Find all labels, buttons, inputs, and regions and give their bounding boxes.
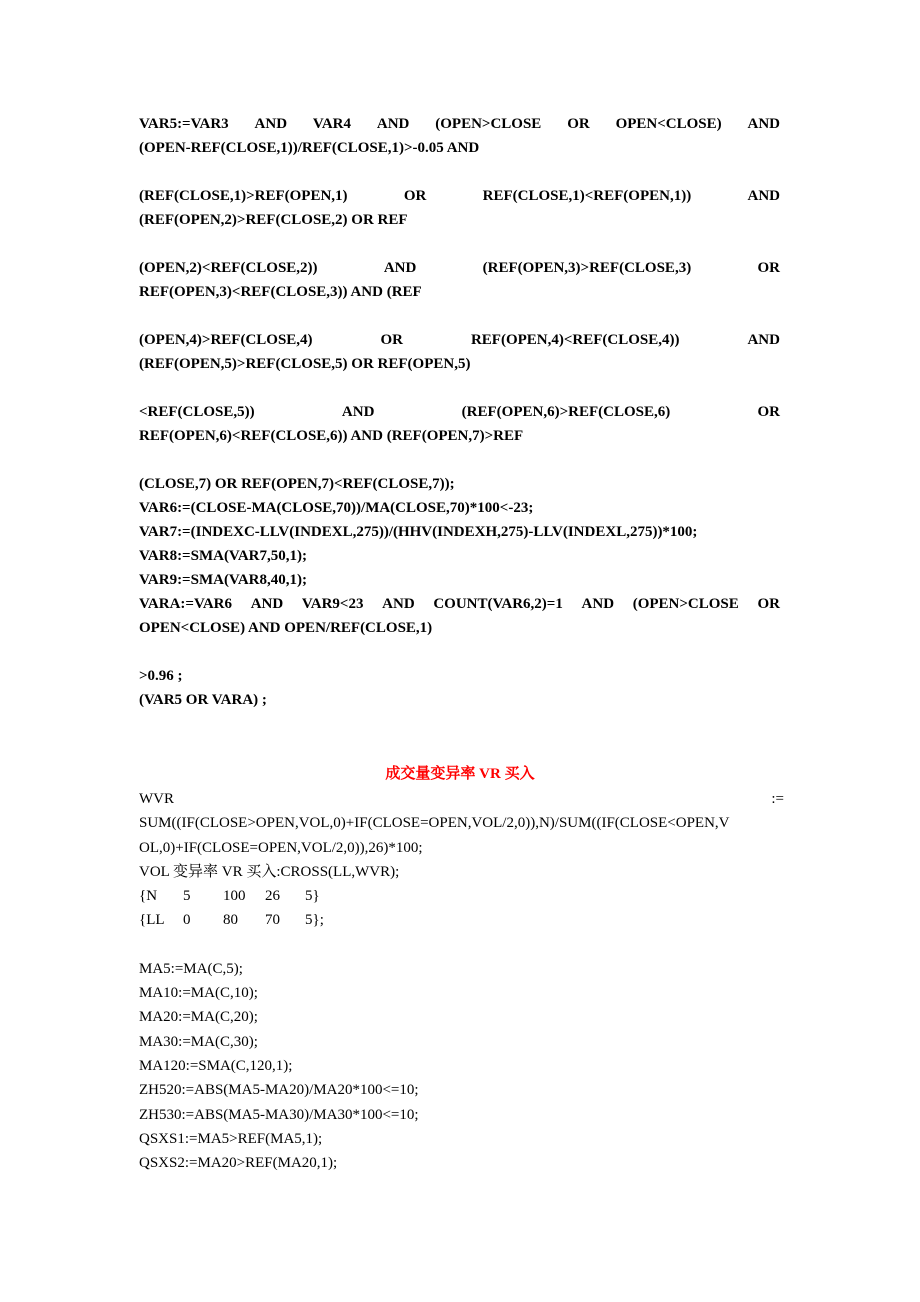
code-line: MA5:=MA(C,5); (139, 960, 243, 977)
formula-block-regular (139, 787, 784, 1175)
param-cell: 70 (265, 912, 280, 929)
token: (OPEN>CLOSE (435, 116, 542, 132)
code-line: VAR7:=(INDEXC-LLV(INDEXL,275))/(HHV(INDEXH,275)-LLV(INDEXL,275))*100; (139, 524, 698, 540)
code-line: SUM((IF(CLOSE>OPEN,VOL,0)+IF(CLOSE=OPEN,VOL/2,0)),N)/SUM((IF(CLOSE<OPEN,V (139, 815, 730, 832)
token: OR (403, 188, 427, 204)
token: AND (250, 596, 284, 612)
token: REF(CLOSE,1)<REF(OPEN,1)) (482, 188, 692, 204)
code-line: >0.96 ; (139, 668, 183, 684)
code-line: QSXS2:=MA20>REF(MA20,1); (139, 1155, 338, 1172)
param-cell: 5 (183, 888, 191, 905)
code-line: QSXS1:=MA5>REF(MA5,1); (139, 1130, 323, 1147)
paragraph-gap (139, 376, 780, 400)
token: (OPEN>CLOSE (632, 596, 739, 612)
param-row (139, 884, 784, 908)
paragraph-gap (139, 640, 780, 664)
token: AND (747, 188, 780, 204)
param-row (139, 908, 784, 932)
token: (REF(CLOSE,1)>REF(OPEN,1) (139, 188, 348, 204)
token: VAR5:=VAR3 (139, 116, 229, 132)
token: OR (757, 404, 780, 420)
justified-line (139, 184, 780, 208)
token: VAR9<23 (301, 596, 364, 612)
token: VAR4 (312, 116, 351, 132)
token: OR (380, 332, 404, 348)
param-cell: 26 (265, 888, 280, 905)
param-cell: 5}; (305, 912, 324, 929)
code-line: VAR9:=SMA(VAR8,40,1); (139, 572, 307, 588)
justified-line (139, 787, 784, 811)
code-line: MA120:=SMA(C,120,1); (139, 1057, 293, 1074)
param-cell: 80 (223, 912, 238, 929)
token: COUNT(VAR6,2)=1 (433, 596, 563, 612)
code-line: ZH530:=ABS(MA5-MA30)/MA30*100<=10; (139, 1106, 419, 1123)
param-cell: {N (139, 888, 158, 905)
token: <REF(CLOSE,5)) (139, 404, 255, 420)
paragraph-gap (139, 304, 780, 328)
token: AND (382, 596, 415, 612)
code-line: REF(OPEN,3)<REF(CLOSE,3)) AND (REF (139, 284, 422, 300)
token: OR (567, 116, 590, 132)
param-cell: {LL (139, 912, 165, 929)
token: OPEN<CLOSE) (615, 116, 722, 132)
token: VARA:=VAR6 (139, 596, 233, 612)
code-line: (OPEN-REF(CLOSE,1))/REF(CLOSE,1)>-0.05 AND (139, 140, 480, 156)
code-line: VAR8:=SMA(VAR7,50,1); (139, 548, 307, 564)
token: OR (757, 260, 780, 276)
section-title: 成交量变异率 VR 买入 (385, 766, 535, 782)
code-line: (REF(OPEN,5)>REF(CLOSE,5) OR REF(OPEN,5) (139, 356, 471, 372)
token: OR (757, 596, 780, 612)
code-line: OPEN<CLOSE) AND OPEN/REF(CLOSE,1) (139, 620, 433, 636)
token: AND (747, 116, 780, 132)
code-line: (CLOSE,7) OR REF(OPEN,7)<REF(CLOSE,7)); (139, 476, 455, 492)
token: := (771, 791, 784, 807)
token: AND (383, 260, 417, 276)
token: (REF(OPEN,6)>REF(CLOSE,6) (461, 404, 671, 420)
code-line: OL,0)+IF(CLOSE=OPEN,VOL/2,0)),26)*100; (139, 839, 423, 856)
param-cell: 100 (223, 888, 246, 905)
code-line: VOL 变异率 VR 买入:CROSS(LL,WVR); (139, 863, 400, 880)
paragraph-gap (139, 933, 784, 957)
code-line: VAR6:=(CLOSE-MA(CLOSE,70))/MA(CLOSE,70)*100<-23; (139, 500, 534, 516)
param-cell: 0 (183, 912, 191, 929)
token: AND (341, 404, 375, 420)
token: AND (376, 116, 410, 132)
token: AND (747, 332, 780, 348)
token: REF(OPEN,4)<REF(CLOSE,4)) (470, 332, 680, 348)
justified-line (139, 400, 780, 424)
justified-line (139, 592, 780, 616)
token: AND (581, 596, 615, 612)
code-line: MA10:=MA(C,10); (139, 985, 258, 1002)
paragraph-gap (139, 160, 780, 184)
formula-block-bold (139, 112, 780, 712)
token: (REF(OPEN,3)>REF(CLOSE,3) (482, 260, 692, 276)
justified-line (139, 112, 780, 136)
code-line: REF(OPEN,6)<REF(CLOSE,6)) AND (REF(OPEN,7)>REF (139, 428, 524, 444)
code-line: ZH520:=ABS(MA5-MA20)/MA20*100<=10; (139, 1082, 419, 1099)
token: WVR (139, 791, 174, 807)
paragraph-gap (139, 232, 780, 256)
paragraph-gap (139, 448, 780, 472)
param-cell: 5} (305, 888, 320, 905)
token: (OPEN,2)<REF(CLOSE,2)) (139, 260, 318, 276)
code-line: (REF(OPEN,2)>REF(CLOSE,2) OR REF (139, 212, 408, 228)
code-line: (VAR5 OR VARA) ; (139, 692, 267, 708)
code-line: MA30:=MA(C,30); (139, 1033, 258, 1050)
justified-line (139, 256, 780, 280)
code-line: MA20:=MA(C,20); (139, 1009, 258, 1026)
token: (OPEN,4)>REF(CLOSE,4) (139, 332, 313, 348)
justified-line (139, 328, 780, 352)
token: AND (254, 116, 288, 132)
